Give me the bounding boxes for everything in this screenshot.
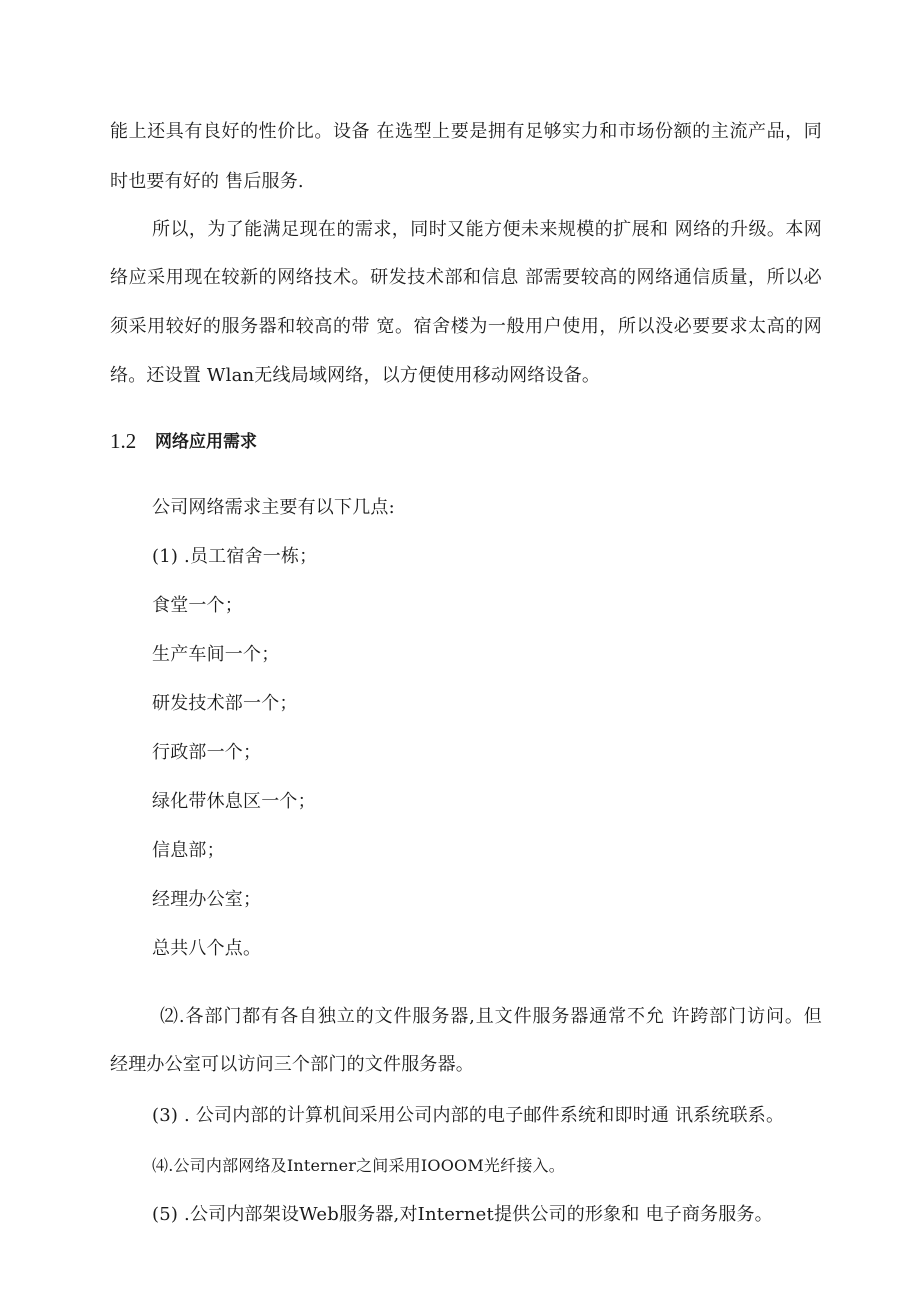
paragraph-2-line-3: 须采用较好的服务器和较高的带 宽。宿舍楼为一般用户使用，所以没必要要求太高的网 [110,316,822,337]
sublist-item: 行政部一个； [152,742,262,763]
sublist-item: 食堂一个； [152,595,243,616]
paragraph-2-line-1: 所以，为了能满足现在的需求，同时又能方便未来规模的扩展和 网络的升级。本网 [152,219,822,240]
sublist-item: 生产车间一个； [152,644,280,665]
requirement-item-3: (3) . 公司内部的计算机间采用公司内部的电子邮件系统和即时通 讯系统联系。 [152,1105,785,1126]
sublist-item: 经理办公室； [152,889,262,910]
requirement-item-2-line-1: ⑵.各部门都有各自独立的文件服务器,且文件服务器通常不允 许跨部门访问。但 [160,1006,822,1027]
requirement-item-5: (5) .公司内部架设Web服务器,对Internet提供公司的形象和 电子商务服务。 [152,1204,773,1225]
section-title: 网络应用需求 [155,432,257,452]
paragraph-1-line-1: 能上还具有良好的性价比。设备 在选型上要是拥有足够实力和市场份额的主流产品，同 [110,121,822,142]
paragraph-2-line-2: 络应采用现在较新的网络技术。研发技术部和信息 部需要较高的网络通信质量，所以必 [110,267,822,288]
paragraph-1-line-2: 时也要有好的 售后服务. [110,171,304,192]
sublist-item: 信息部； [152,840,225,861]
requirement-item-1: (1) .员工宿舍一栋； [152,546,318,567]
section-number: 1.2 [110,429,137,453]
intro-text: 公司网络需求主要有以下几点: [152,497,395,518]
requirement-item-4: ⑷.公司内部网络及Interner之间采用IOOOM光纤接入。 [152,1156,565,1175]
paragraph-2-line-4: 络。还设置 Wlan无线局域网络，以方便使用移动网络设备。 [110,365,601,386]
requirement-item-2-line-2: 经理办公室可以访问三个部门的文件服务器。 [110,1054,474,1075]
sublist-item: 总共八个点。 [152,938,262,959]
sublist-item: 研发技术部一个； [152,693,298,714]
sublist-item: 绿化带休息区一个； [152,791,316,812]
